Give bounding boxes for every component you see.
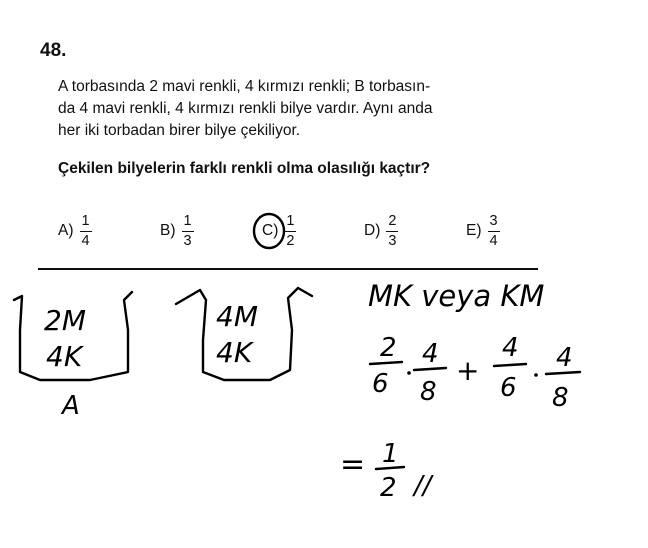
plus-sign: + — [456, 354, 480, 387]
multiply-dot — [407, 371, 411, 375]
term2-f1-numerator: 4 — [502, 333, 519, 363]
term1-f2-denominator: 8 — [420, 377, 437, 407]
option-label: C) — [262, 222, 279, 239]
term2-f2-numerator: 4 — [556, 343, 573, 373]
fraction-bar — [546, 372, 580, 374]
fraction-denominator: 2 — [286, 232, 295, 249]
question-number: 48. — [40, 40, 67, 61]
fraction-numerator: 1 — [286, 212, 295, 229]
stem-line: da 4 mavi renkli, 4 kırmızı renkli bilye vardır. Aynı anda — [58, 100, 433, 117]
option-label: B) — [160, 222, 176, 239]
option-label: D) — [364, 222, 381, 239]
stem-line: A torbasında 2 mavi renkli, 4 kırmızı renkli; B torbasın- — [58, 78, 431, 95]
fraction-numerator: 2 — [388, 212, 397, 229]
fraction-bar — [494, 364, 526, 366]
bag-b-red: 4K — [216, 336, 253, 369]
result-mark: // — [414, 471, 432, 501]
stem-line: her iki torbadan birer bilye çekiliyor. — [58, 122, 301, 139]
fraction-numerator: 3 — [489, 212, 498, 229]
option-label: A) — [58, 222, 74, 239]
term1-f2-numerator: 4 — [422, 339, 439, 369]
fraction-denominator: 4 — [81, 232, 90, 249]
term2-f2-denominator: 8 — [552, 383, 569, 413]
fraction-numerator: 1 — [183, 212, 192, 229]
fraction-bar — [376, 467, 404, 469]
bag-b-blue: 4M — [216, 300, 258, 333]
result-numerator: 1 — [382, 439, 399, 469]
bag-a-blue: 2M — [44, 304, 86, 337]
option-label: E) — [466, 222, 482, 239]
fraction-bar — [370, 362, 402, 364]
fraction-numerator: 1 — [81, 212, 90, 229]
fraction-denominator: 3 — [388, 232, 397, 249]
term1-f1-numerator: 2 — [380, 333, 397, 363]
fraction-denominator: 3 — [183, 232, 192, 249]
result-equals: = — [340, 447, 366, 482]
fraction-denominator: 4 — [489, 232, 498, 249]
cases-heading: MK veya KM — [368, 279, 545, 313]
term1-f1-denominator: 6 — [372, 369, 389, 399]
bag-a-name: A — [62, 391, 80, 421]
question-prompt: Çekilen bilyelerin farklı renkli olma olasılığı kaçtır? — [58, 160, 431, 177]
answer-circle — [254, 214, 284, 248]
bag-a-red: 4K — [46, 340, 83, 373]
multiply-dot — [534, 373, 538, 377]
fraction-bar — [414, 368, 446, 370]
result-denominator: 2 — [380, 473, 397, 503]
term2-f1-denominator: 6 — [500, 373, 517, 403]
